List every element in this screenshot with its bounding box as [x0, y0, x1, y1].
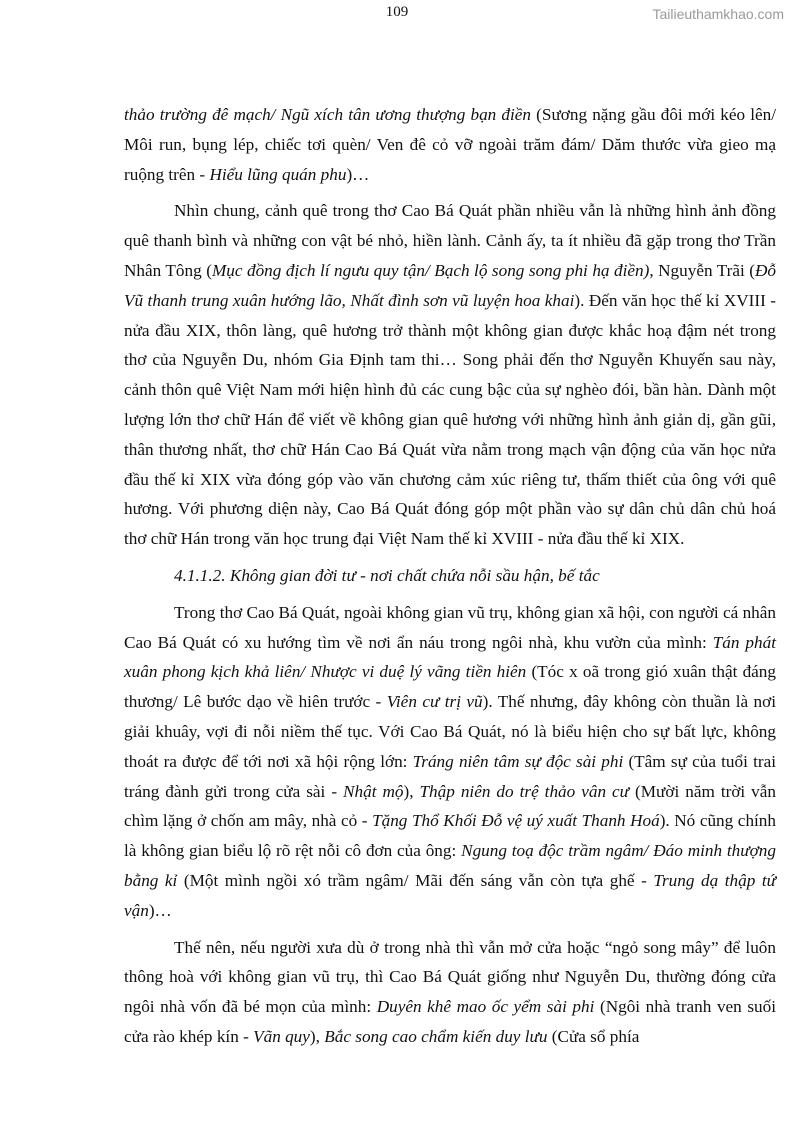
text-span: Bắc song cao chẩm kiến duy lưu: [324, 1026, 548, 1046]
text-span: Tặng Thổ Khối Đỗ vệ uý xuất Thanh Hoá: [372, 811, 660, 831]
text-span: Ngung toạ độc trầm ngâm/ Đáo minh thượng bằng kỉ: [124, 841, 776, 890]
text-span: ). Đến văn học thế kỉ XVIII - nửa đầu XIX, thôn làng, quê hương trở thành một không gian được khắc hoạ đậm nét trong thơ của Nguyễn Du, nhóm Gia Định tam thi… Song phải đến thơ Nguyễn Khuyến sau này, cảnh thôn quê Việt Nam mới hiện hình đủ các cung bậc của sự nghèo đói, bần hàn. Dành một lượng lớn thơ chữ Hán để viết về không gian quê hương với những hình ảnh giản dị, gần gũi, thân thương nhất, thơ chữ Hán Cao Bá Quát vừa nằm trong mạch vận động của văn học nửa đầu thế kỉ XIX vừa đóng góp vào văn chương cảm xúc riêng tư, thấm thiết của ông với quê hương. Với phương diện này, Cao Bá Quát đóng góp một phần vào sự dân chủ dân chủ hoá thơ chữ Hán trong văn học trung đại Việt Nam thế kỉ XVIII - nửa đầu thế kỉ XIX.: [124, 290, 777, 549]
page-number: 109: [385, 4, 409, 20]
text-span: Hiểu lũng quán phu: [209, 164, 347, 184]
text-span: Trung dạ thập tứ vận: [124, 870, 776, 920]
text-span: (Tóc x oã trong gió xuân thật đáng thương/ Lê bước dạo về hiên trước -: [124, 662, 776, 712]
text-span: Viên cư trị vũ: [386, 692, 483, 712]
text-span: ). Nó cũng chính là không gian biểu lộ rõ rệt nỗi cô đơn của ông:: [124, 811, 776, 861]
text-span: Nhìn chung, cảnh quê trong thơ Cao Bá Quát phần nhiều vẫn là những hình ảnh đồng quê thanh bình và những con vật bé nhỏ, hiền lành. Cảnh ấy, ta ít nhiều đã gặp trong thơ Trần Nhân Tông (: [124, 201, 776, 280]
text-span: ),: [309, 1026, 325, 1046]
document-body: [124, 100, 776, 1059]
text-span: Đỗ Vũ thanh trung xuân hướng lão, Nhất đình sơn vũ luyện hoa khai: [124, 260, 776, 310]
text-span: )…: [346, 164, 370, 184]
paragraph-4: [124, 933, 776, 1052]
text-span: Vãn quy: [253, 1026, 310, 1046]
text-span: (Mười năm trời vẫn chìm lặng ở chốn am mây, nhà cỏ -: [124, 781, 776, 831]
text-span: (Cửa sổ phía: [547, 1026, 640, 1046]
text-span: Tán phát xuân phong kịch khả liên/ Nhược vi duệ lý vãng tiền hiên: [124, 632, 776, 682]
watermark: Tailieuthamkhao.com: [652, 6, 784, 22]
text-span: thảo trường đê mạch/ Ngũ xích tân ương thượng bạn điền: [124, 105, 532, 124]
text-span: (Tâm sự của tuổi trai tráng đành gửi trong cửa sài -: [124, 751, 776, 801]
paragraph-2: [124, 196, 776, 554]
text-span: (Ngôi nhà tranh ven suối cửa rào khép kín -: [124, 997, 776, 1046]
text-span: Thập niên do trệ thảo vân cư: [419, 781, 630, 801]
text-span: Tráng niên tâm sự độc sài phi: [412, 751, 624, 771]
paragraph-3: [124, 598, 776, 926]
text-span: Nhật mộ: [343, 781, 404, 801]
text-span: Mục đồng địch lí ngưu quy tận/ Bạch lộ song song phi hạ điền): [211, 260, 650, 280]
text-span: Duyên khê mao ốc yểm sài phi: [376, 997, 595, 1017]
text-span: Thế nên, nếu người xưa dù ở trong nhà thì vẫn mở cửa hoặc “ngỏ song mây” để luôn thông hoà với không gian vũ trụ, thì Cao Bá Quát giống như Nguyễn Du, thường đóng cửa ngôi nhà vốn đã bé mọn của mình:: [124, 937, 776, 1017]
text-span: (Sương nặng gầu đôi mới kéo lên/ Môi run, bụng lép, chiếc tơi quèn/ Ven đê cỏ vỡ ngoài trăm đám/ Dăm thước vừa gieo mạ ruộng trên -: [124, 105, 777, 184]
text-span: , Nguyễn Trãi (: [649, 260, 755, 280]
paragraph-1: [124, 100, 776, 189]
text-span: ),: [403, 781, 420, 801]
text-span: )…: [148, 900, 172, 920]
text-span: Trong thơ Cao Bá Quát, ngoài không gian vũ trụ, không gian xã hội, con người cá nhân Cao Bá Quát có xu hướng tìm về nơi ẩn náu trong ngôi nhà, khu vườn của mình:: [124, 602, 776, 652]
section-heading: 4.1.1.2. Không gian đời tư - nơi chất chứa nỗi sầu hận, bế tắc: [174, 565, 600, 585]
text-span: (Một mình ngồi xó trầm ngâm/ Mãi đến sáng vẫn còn tựa ghế -: [177, 870, 654, 890]
text-span: ). Thế nhưng, đây không còn thuần là nơi giải khuây, vợi đi nỗi niềm thế tục. Với Cao Bá Quát, nó là biểu hiện cho sự bất lực, không thoát ra được để tới nơi xã hội rộng lớn:: [124, 692, 776, 771]
